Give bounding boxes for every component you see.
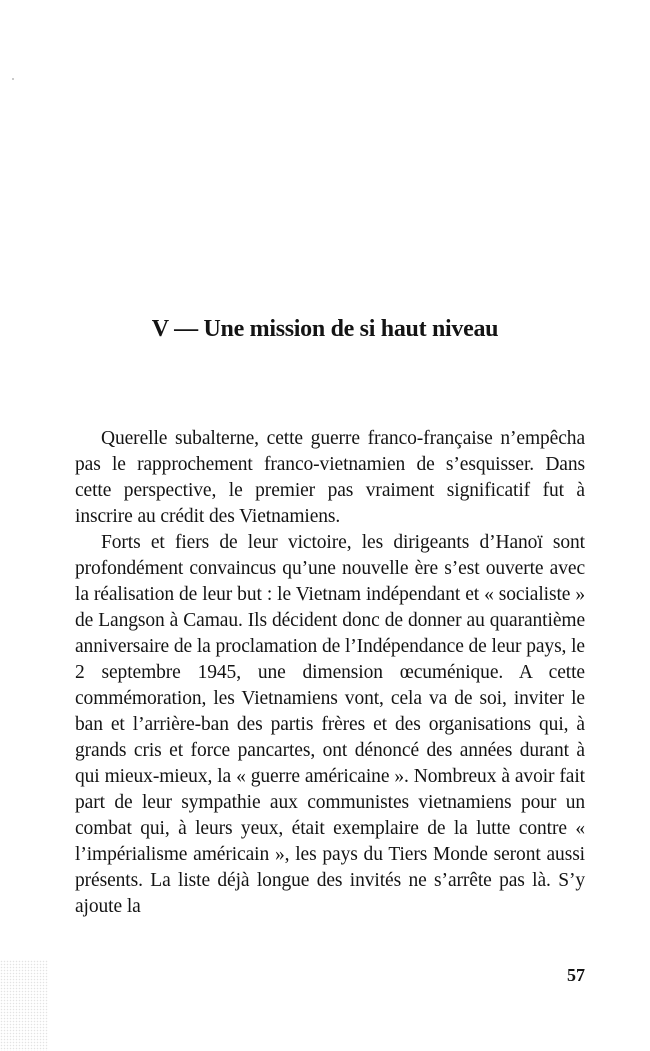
paragraph: Forts et fiers de leur victoire, les dirigeants d’Hanoï sont profondément convaincus qu’une nouvelle ère s’est ouverte avec la réalisation de leur but : le Vietnam indépendant et « socialiste » de Langson à Camau. Ils décident donc de donner au quarantième anniversaire de la proclamation de l’Indépendance de leur pays, le 2 septembre 1945, une dimension œcuménique. A cette commémoration, les Vietnamiens vont, cela va de soi, inviter le ban et l’arrière-ban des partis frères et des organisations qui, à grands cris et force pancartes, ont dénoncé des années durant à qui mieux-mieux, la « guerre américaine ». Nombreux à avoir fait part de leur sympathie aux communistes vietnamiens pour un combat qui, à leurs yeux, était exemplaire de la lutte contre « l’impérialisme américain », les pays du Tiers Monde seront aussi présents. La liste déjà longue des invités ne s’arrête pas là. S’y ajoute la — [75, 532, 585, 917]
chapter-body — [75, 426, 585, 920]
paragraph: Querelle subalterne, cette guerre franco-française n’empêcha pas le rapprochement franco-vietnamien de s’esquisser. Dans cette perspective, le premier pas vraiment significatif fut à inscrire au crédit des Vietnamiens. — [75, 428, 585, 527]
chapter-title: V — Une mission de si haut niveau — [151, 316, 499, 342]
scan-artifact — [12, 78, 14, 80]
scan-artifact — [0, 960, 48, 1051]
page-number: 57 — [567, 965, 585, 985]
